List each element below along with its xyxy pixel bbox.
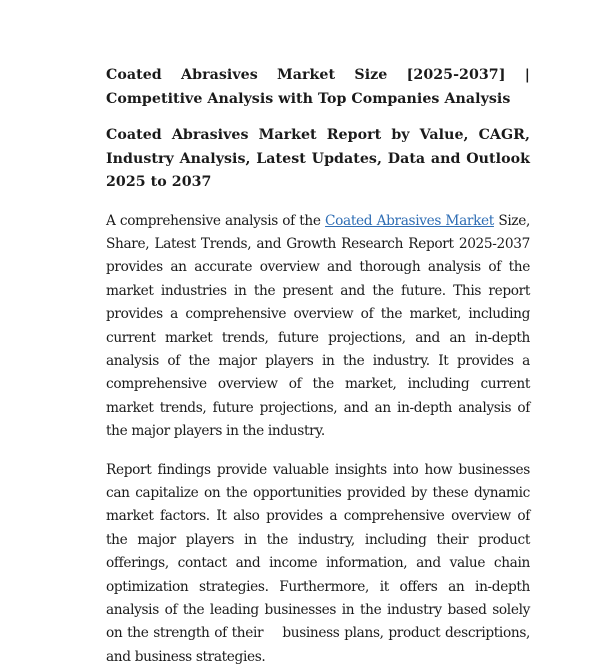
intro-text-after-link: Size, Share, Latest Trends, and Growth Research Report 2025-2037 provides an accurate overview and thorough analysis of the market industries in the present and the future. This report provides a comprehensive overview of the market, including current market trends, future projections, and an in-depth analysis of the major players in the industry. It provides a comprehensive overview of the market, including current market trends, future projections, and an in-depth analysis of the major players in the industry. [106,212,530,440]
document-title: Coated Abrasives Market Size [2025-2037] | Competitive Analysis with Top Companies Analysis [106,67,530,107]
coated-abrasives-market-link[interactable]: Coated Abrasives Market [325,212,494,229]
document-subtitle: Coated Abrasives Market Report by Value, CAGR, Industry Analysis, Latest Updates, Data and Outlook 2025 to 2037 [106,127,530,190]
intro-paragraph [106,210,530,444]
intro-text-before-link: A comprehensive analysis of the [106,212,326,229]
document-page [106,64,530,669]
findings-paragraph: Report findings provide valuable insights into how businesses can capitalize on the opportunities provided by these dynamic market factors. It also provides a comprehensive overview of the major players in the industry, including their product offerings, contact and income information, and value chain optimization strategies. Furthermore, it offers an in-depth analysis of the leading businesses in the industry based solely on the strength of their business plans, product descriptions, and business strategies. [106,461,530,665]
